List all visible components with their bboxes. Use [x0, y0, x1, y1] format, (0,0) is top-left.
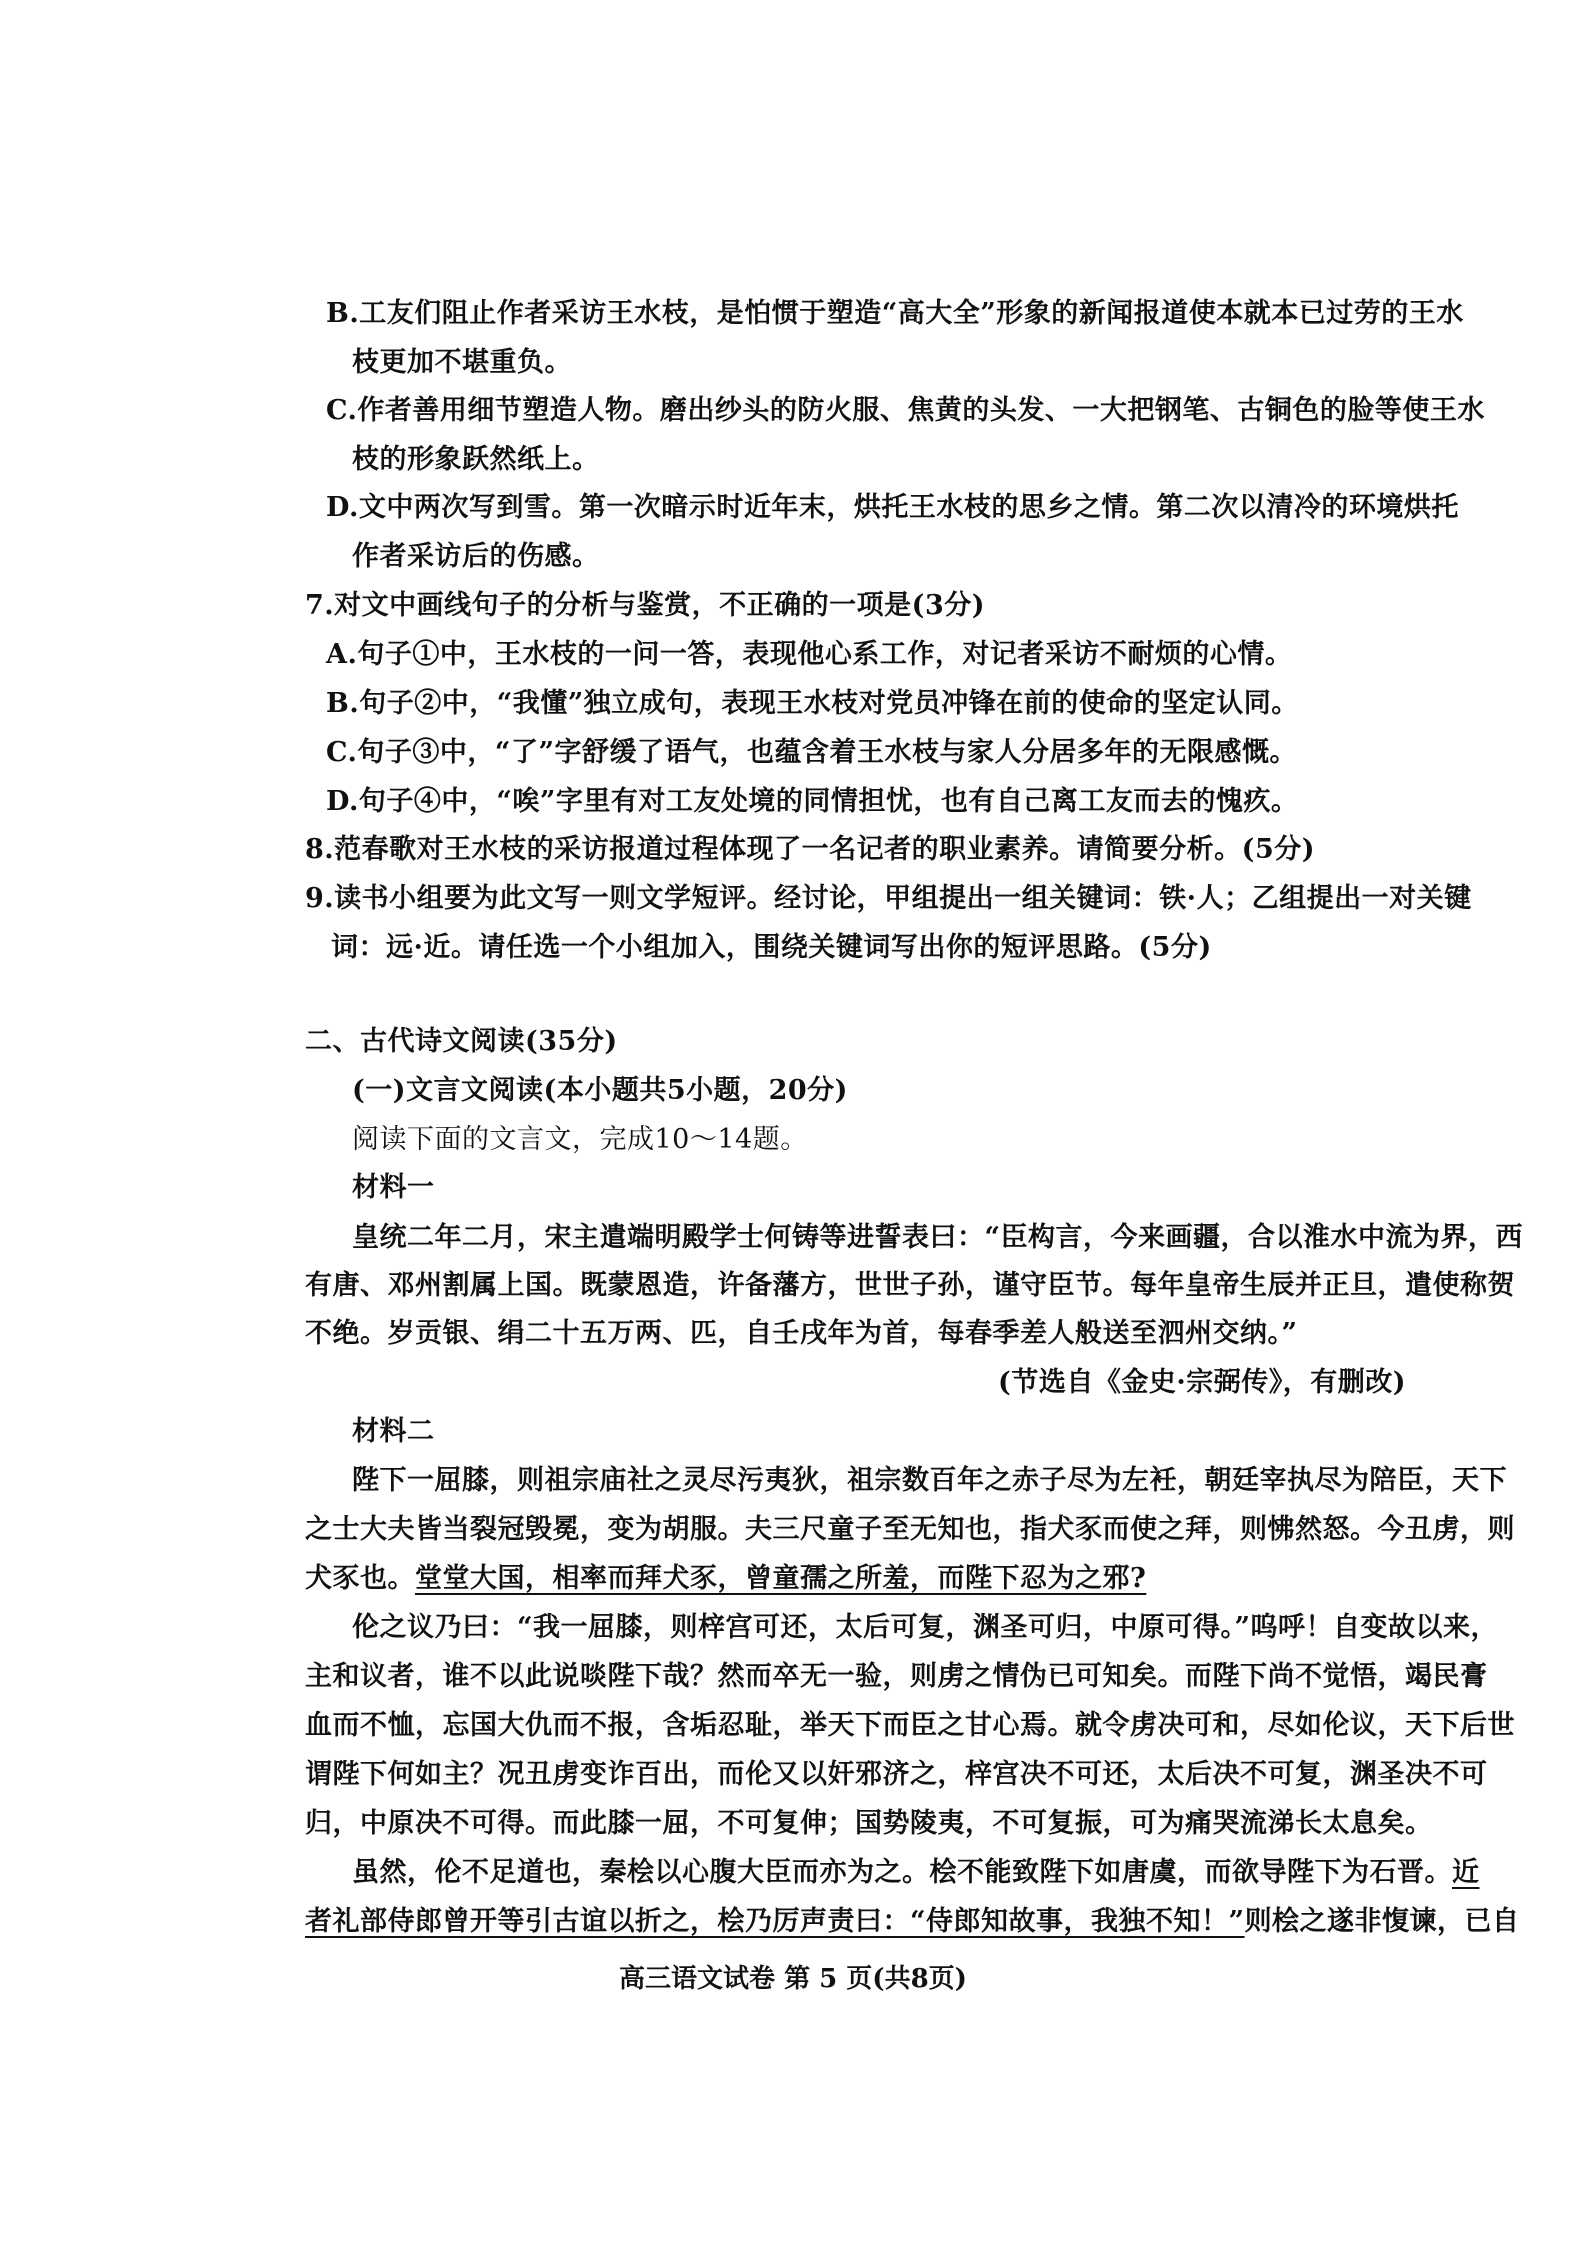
material-two-p3-line1	[352, 1853, 1480, 1893]
q6-option-c-line1: C.作者善用细节塑造人物。磨出纱头的防火服、焦黄的头发、一大把钢笔、古铜色的脸等使王水	[326, 395, 1485, 426]
q6-option-d-line1: D.文中两次写到雪。第一次暗示时近年末，烘托王水枝的思乡之情。第二次以清冷的环境烘托	[326, 492, 1459, 523]
subsection-title: (一)文言文阅读(本小题共5小题，20分)	[352, 1075, 848, 1106]
underlined-sentence-1: 堂堂大国，相率而拜犬豕，曾童孺之所羞，而陛下忍为之邪?	[415, 1563, 1147, 1594]
material-two-p1-line2: 之士大夫皆当裂冠毁冕，变为胡服。夫三尺童子至无知也，指犬豕而使之拜，则怫然怒。今丑虏，则	[305, 1514, 1515, 1545]
underlined-sentence-2: 者礼部侍郎曾开等引古谊以折之，桧乃厉声责曰：“侍郎知故事，我独不知！”	[305, 1906, 1245, 1937]
q7-option-d: D.句子④中，“唉”字里有对工友处境的同情担忧，也有自己离工友而去的愧疚。	[326, 786, 1299, 817]
material-one-source: (节选自《金史·宗弼传》，有删改)	[998, 1367, 1406, 1398]
material-two-p2-line3: 血而不恤，忘国大仇而不报，含垢忍耻，举天下而臣之甘心焉。就令虏决可和，尽如伦议，天下后世	[305, 1710, 1515, 1741]
q6-option-c-line2: 枝的形象跃然纸上。	[352, 444, 600, 475]
page-footer: 高三语文试卷 第 5 页(共8页)	[619, 1964, 967, 1994]
section-title: 二、古代诗文阅读(35分)	[305, 1026, 618, 1057]
q9-question-line2: 词：远·近。请任选一个小组加入，围绕关键词写出你的短评思路。(5分)	[331, 932, 1212, 963]
material-two-p2-line5: 归，中原决不可得。而此膝一屈，不可复伸；国势陵夷，不可复振，可为痛哭流涕长太息矣。	[305, 1808, 1433, 1839]
material-one-line2: 有唐、邓州割属上国。既蒙恩造，许备藩方，世世子孙，谨守臣节。每年皇帝生辰并正旦，遣使称贺	[305, 1270, 1515, 1301]
material-two-p2-line1: 伦之议乃曰：“我一屈膝，则梓宫可还，太后可复，渊圣可归，中原可得。”呜呼！自变故以来，	[352, 1612, 1499, 1643]
material-one-line1: 皇统二年二月，宋主遣端明殿学士何铸等进誓表曰：“臣构言，今来画疆，合以淮水中流为界，西	[352, 1222, 1524, 1253]
q7-option-a: A.句子①中，王水枝的一问一答，表现他心系工作，对记者采访不耐烦的心情。	[326, 639, 1293, 670]
material-two-p3-line2	[305, 1902, 1520, 1942]
p3-plain-text: 虽然，伦不足道也，秦桧以心腹大臣而亦为之。桧不能致陛下如唐虞，而欲导陛下为石晋。	[352, 1857, 1452, 1888]
material-two-p2-line4: 谓陛下何如主？况丑虏变诈百出，而伦又以奸邪济之，梓宫决不可还，太后决不可复，渊圣决不可	[305, 1759, 1488, 1790]
q9-question-line1: 9.读书小组要为此文写一则文学短评。经讨论，甲组提出一组关键词：铁·人；乙组提出一对关键	[305, 883, 1472, 914]
q7-option-c: C.句子③中，“了”字舒缓了语气，也蕴含着王水枝与家人分居多年的无限感慨。	[326, 737, 1297, 768]
p3-tail-text: 则桧之遂非愎谏，已自	[1244, 1906, 1520, 1937]
material-one-title: 材料一	[352, 1172, 435, 1203]
material-one-line3: 不绝。岁贡银、绢二十五万两、匹，自壬戌年为首，每春季差人般送至泗州交纳。”	[305, 1318, 1298, 1349]
q8-question: 8.范春歌对王水枝的采访报道过程体现了一名记者的职业素养。请简要分析。(5分)	[305, 834, 1316, 865]
material-two-p1-line1: 陛下一屈膝，则祖宗庙社之灵尽污夷狄，祖宗数百年之赤子尽为左衽，朝廷宰执尽为陪臣，天下	[352, 1465, 1507, 1496]
material-two-p1-line3	[305, 1559, 1146, 1599]
q7-option-b: B.句子②中，“我懂”独立成句，表现王水枝对党员冲锋在前的使命的坚定认同。	[326, 688, 1299, 719]
material-two-p2-line2: 主和议者，谁不以此说啖陛下哉？然而卒无一验，则虏之情伪已可知矣。而陛下尚不觉悟，竭民膏	[305, 1661, 1488, 1692]
underlined-sentence-2-start: 近	[1452, 1857, 1480, 1888]
q6-option-d-line2: 作者采访后的伤感。	[352, 541, 600, 572]
reading-instruction: 阅读下面的文言文，完成10～14题。	[352, 1124, 808, 1155]
q6-option-b-line2: 枝更加不堪重负。	[352, 347, 572, 378]
material-two-title: 材料二	[352, 1416, 435, 1447]
p1-plain-text: 犬豕也。	[305, 1563, 415, 1594]
q7-stem: 7.对文中画线句子的分析与鉴赏，不正确的一项是(3分)	[305, 590, 986, 621]
q6-option-b-line1: B.工友们阻止作者采访王水枝，是怕惯于塑造“高大全”形象的新闻报道使本就本已过劳的王水	[326, 298, 1464, 329]
